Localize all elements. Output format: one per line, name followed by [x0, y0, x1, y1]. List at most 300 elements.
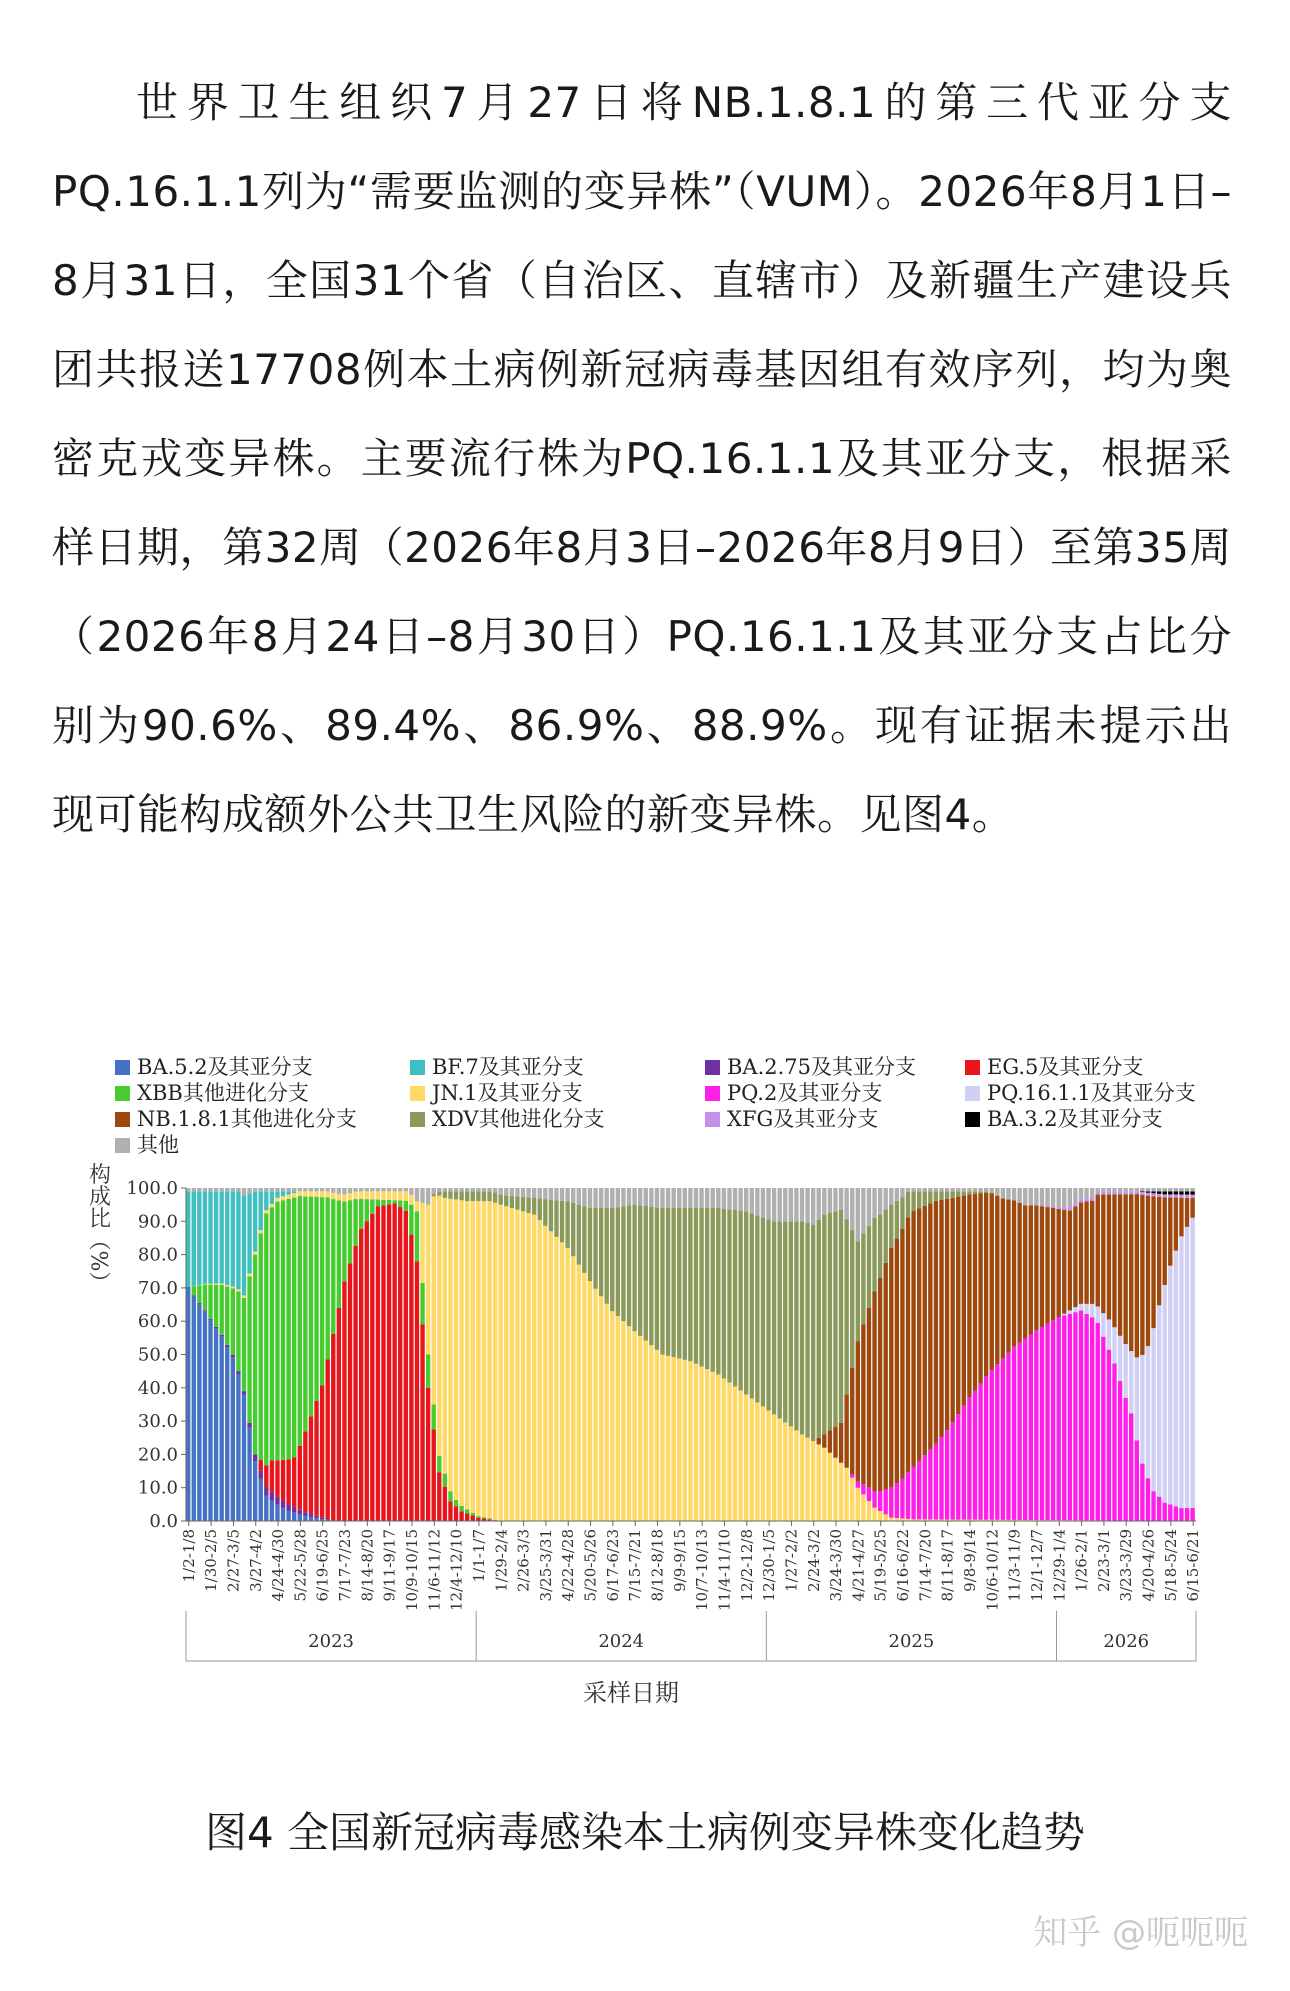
bar-segment-other: [738, 1188, 742, 1211]
bar-segment-nb181: [1168, 1198, 1172, 1266]
bar-segment-xdv: [978, 1191, 982, 1193]
legend-swatch-pq1611: [965, 1086, 980, 1101]
bar-segment-jn1: [348, 1193, 352, 1200]
bar-segment-pq2: [895, 1483, 899, 1518]
bar-segment-other: [225, 1188, 229, 1191]
bar-segment-pq1611: [1140, 1355, 1144, 1464]
bar-segment-other: [1146, 1188, 1150, 1191]
bar-segment-jn1: [432, 1196, 436, 1404]
bar-segment-other: [777, 1188, 781, 1221]
bar-segment-other: [705, 1188, 709, 1208]
week-bar: [750, 1188, 754, 1521]
bar-segment-pq2: [917, 1461, 921, 1519]
week-bar: [571, 1188, 575, 1521]
bar-segment-pq1611: [1068, 1310, 1072, 1313]
bar-segment-bf7: [286, 1191, 290, 1194]
bar-segment-jn1: [387, 1191, 391, 1200]
week-bar: [822, 1188, 826, 1521]
bar-segment-xbb: [270, 1207, 274, 1460]
bar-segment-eg5: [314, 1401, 318, 1516]
bar-segment-bf7: [214, 1191, 218, 1283]
week-bar: [1079, 1188, 1083, 1521]
week-bar: [1179, 1188, 1183, 1521]
bar-segment-jn1: [231, 1287, 235, 1289]
week-bar: [532, 1188, 536, 1521]
bar-segment-xdv: [711, 1208, 715, 1372]
bar-segment-other: [945, 1188, 949, 1191]
week-bar: [805, 1188, 809, 1521]
week-bar: [794, 1188, 798, 1521]
bar-segment-ba52: [247, 1428, 251, 1521]
bar-segment-xdv: [867, 1226, 871, 1308]
x-tick-label: 3/27-4/2: [246, 1529, 265, 1592]
bar-segment-nb181: [1012, 1200, 1016, 1347]
legend-swatch-xbb: [115, 1086, 130, 1101]
week-bar: [1190, 1188, 1194, 1521]
bar-segment-other: [208, 1188, 212, 1191]
week-bar: [331, 1188, 335, 1521]
bar-segment-jn1: [443, 1198, 447, 1474]
bar-segment-other: [331, 1188, 335, 1193]
bar-segment-nb181: [1151, 1196, 1155, 1328]
bar-segment-xdv: [515, 1196, 519, 1209]
bar-segment-ba275: [231, 1355, 235, 1357]
bar-segment-other: [1135, 1188, 1139, 1191]
bar-segment-xfg: [1040, 1205, 1044, 1206]
bar-segment-ba275: [309, 1514, 313, 1517]
bar-segment-other: [1096, 1188, 1100, 1191]
bar-segment-other: [621, 1188, 625, 1206]
bar-segment-other: [978, 1188, 982, 1191]
y-tick-label: 90.0: [137, 1211, 178, 1233]
bar-segment-xbb: [426, 1355, 430, 1388]
bar-segment-jn1: [370, 1191, 374, 1199]
bar-segment-xdv: [844, 1219, 848, 1394]
bar-segment-eg5: [264, 1465, 268, 1486]
bar-segment-other: [443, 1188, 447, 1191]
bar-segment-other: [861, 1188, 865, 1234]
bar-segment-xdv: [705, 1208, 709, 1369]
week-bar: [900, 1188, 904, 1521]
bar-segment-xbb: [398, 1200, 402, 1207]
bar-segment-pq2: [1051, 1320, 1055, 1520]
x-tick-label: 5/20-5/26: [581, 1529, 600, 1602]
x-tick-label: 1/29-2/4: [492, 1529, 511, 1592]
bar-segment-pq1611: [1163, 1285, 1167, 1503]
bar-segment-pq2: [1157, 1497, 1161, 1521]
bar-segment-ba275: [247, 1423, 251, 1428]
bar-segment-other: [833, 1188, 837, 1211]
bar-segment-other: [415, 1188, 419, 1201]
bar-segment-xdv: [638, 1205, 642, 1336]
bar-segment-nb181: [828, 1431, 832, 1453]
bar-segment-jn1: [303, 1191, 307, 1196]
bar-segment-nb181: [1034, 1205, 1038, 1330]
bar-segment-other: [1140, 1188, 1144, 1191]
week-bar: [995, 1188, 999, 1521]
bar-segment-jn1: [644, 1341, 648, 1521]
bar-segment-ba52: [242, 1394, 246, 1521]
bar-segment-other: [973, 1188, 977, 1191]
bar-segment-xfg: [1045, 1205, 1049, 1207]
bar-segment-ba52: [231, 1357, 235, 1521]
bar-segment-nb181: [995, 1196, 999, 1364]
bar-segment-xfg: [1112, 1191, 1116, 1194]
bar-segment-ba275: [264, 1486, 268, 1495]
week-bar: [1168, 1188, 1172, 1521]
x-tick-label: 10/6-10/12: [983, 1529, 1002, 1611]
bar-segment-nb181: [917, 1208, 921, 1461]
legend-label-ba52: BA.5.2及其亚分支: [137, 1055, 313, 1079]
bar-segment-pq2: [1185, 1508, 1189, 1521]
week-bar: [711, 1188, 715, 1521]
x-tick-label: 5/22-5/28: [291, 1529, 310, 1602]
bar-segment-other: [409, 1188, 413, 1195]
week-bar: [208, 1188, 212, 1521]
week-bar: [605, 1188, 609, 1521]
week-bar: [426, 1188, 430, 1521]
bar-segment-jn1: [649, 1345, 653, 1521]
bar-segment-eg5: [387, 1204, 391, 1521]
bar-segment-ba275: [298, 1510, 302, 1515]
bar-segment-ba275: [242, 1391, 246, 1394]
bar-segment-eg5: [270, 1460, 274, 1492]
y-tick-label: 50.0: [137, 1344, 178, 1366]
bar-segment-other: [1057, 1188, 1061, 1206]
bar-segment-pq2: [1029, 1334, 1033, 1520]
bar-segment-other: [1023, 1188, 1027, 1205]
bar-segment-xdv: [510, 1196, 514, 1208]
week-bar: [197, 1188, 201, 1521]
bar-segment-pq1611: [1190, 1218, 1194, 1508]
week-bar: [186, 1188, 190, 1521]
week-bar: [225, 1188, 229, 1521]
bar-segment-xbb: [259, 1233, 263, 1460]
bar-segment-nb181: [1068, 1211, 1072, 1311]
week-bar: [683, 1188, 687, 1521]
bar-segment-other: [1123, 1188, 1127, 1191]
bar-segment-jn1: [409, 1195, 413, 1205]
bar-segment-eg5: [309, 1416, 313, 1514]
bar-segment-bf7: [264, 1191, 268, 1210]
bar-segment-jn1: [794, 1430, 798, 1521]
week-bar: [660, 1188, 664, 1521]
week-bar: [465, 1188, 469, 1521]
bar-segment-ba32: [1157, 1191, 1161, 1194]
bar-segment-eg5: [292, 1457, 296, 1507]
x-tick-label: 12/2-12/8: [737, 1529, 756, 1602]
legend-item-ba52: [115, 1055, 313, 1079]
bar-segment-jn1: [565, 1248, 569, 1521]
bar-segment-pq2: [934, 1444, 938, 1520]
week-bar: [1006, 1188, 1010, 1521]
bar-segment-xfg: [1090, 1197, 1094, 1200]
bar-segment-xdv: [532, 1198, 536, 1215]
week-bar: [844, 1188, 848, 1521]
bar-segment-xbb: [337, 1200, 341, 1307]
bar-segment-nb181: [928, 1203, 932, 1449]
bar-segment-other: [1112, 1188, 1116, 1191]
x-tick-label: 9/9-9/15: [670, 1529, 689, 1592]
bar-segment-other: [677, 1188, 681, 1208]
bar-segment-ba52: [253, 1461, 257, 1521]
bar-segment-eg5: [353, 1246, 357, 1521]
bar-segment-nb181: [1062, 1210, 1066, 1314]
x-tick-label: 7/14-7/20: [916, 1529, 935, 1602]
bar-segment-nb181: [1185, 1198, 1189, 1227]
legend-label-jn1: JN.1及其亚分支: [432, 1081, 583, 1105]
bar-segment-other: [906, 1188, 910, 1192]
bar-segment-xdv: [649, 1207, 653, 1346]
bar-segment-other: [526, 1188, 530, 1197]
bar-segment-jn1: [660, 1355, 664, 1522]
bar-segment-pq2: [939, 1437, 943, 1520]
bar-segment-pq1611: [1062, 1314, 1066, 1316]
bar-segment-pq2: [984, 1377, 988, 1520]
bar-segment-ba52: [281, 1508, 285, 1521]
bar-segment-ba52: [298, 1515, 302, 1521]
bar-segment-xdv: [766, 1219, 770, 1410]
bar-segment-xdv: [811, 1225, 815, 1441]
bar-segment-xdv: [755, 1215, 759, 1402]
bar-segment-xdv: [571, 1203, 575, 1256]
bar-segment-other: [610, 1188, 614, 1208]
legend-swatch-xdv: [410, 1112, 425, 1127]
bar-segment-xfg: [1062, 1207, 1066, 1210]
bar-segment-xfg: [1146, 1193, 1150, 1196]
week-bar: [526, 1188, 530, 1521]
bar-segment-nb181: [1190, 1198, 1194, 1218]
bar-segment-eg5: [381, 1205, 385, 1521]
week-bar: [1129, 1188, 1133, 1521]
bar-segment-other: [800, 1188, 804, 1221]
bar-segment-other: [593, 1188, 597, 1208]
bar-segment-xfg: [1096, 1191, 1100, 1194]
week-bar: [777, 1188, 781, 1521]
bar-segment-ba52: [197, 1304, 201, 1521]
week-bar: [303, 1188, 307, 1521]
bar-segment-other: [783, 1188, 787, 1221]
week-bar: [1157, 1188, 1161, 1521]
week-bar: [203, 1188, 207, 1521]
legend-item-eg5: [965, 1055, 1143, 1079]
week-bar: [565, 1188, 569, 1521]
bar-segment-xfg: [1118, 1191, 1122, 1194]
week-bar: [192, 1188, 196, 1521]
bar-segment-jn1: [420, 1203, 424, 1283]
bar-segment-jn1: [454, 1199, 458, 1500]
week-bar: [370, 1188, 374, 1521]
bar-segment-jn1: [716, 1374, 720, 1521]
bar-segment-other: [1062, 1188, 1066, 1207]
bar-segment-pq2: [1006, 1353, 1010, 1520]
bar-segment-bf7: [203, 1191, 207, 1284]
bar-segment-jn1: [867, 1501, 871, 1521]
bar-segment-xfg: [1129, 1191, 1133, 1194]
bar-segment-xdv: [644, 1206, 648, 1341]
bar-segment-xbb: [264, 1213, 268, 1465]
bar-segment-ba52: [286, 1511, 290, 1521]
bar-segment-nb181: [1129, 1194, 1133, 1351]
bar-segment-nb181: [872, 1291, 876, 1491]
bar-segment-other: [828, 1188, 832, 1213]
bar-segment-jn1: [242, 1295, 246, 1297]
bar-segment-eg5: [443, 1487, 447, 1521]
bar-segment-other: [498, 1188, 502, 1195]
bar-segment-jn1: [203, 1284, 207, 1285]
bar-segment-ba275: [225, 1345, 229, 1347]
bar-segment-jn1: [772, 1414, 776, 1521]
bar-segment-bf7: [247, 1194, 251, 1274]
bar-segment-eg5: [459, 1511, 463, 1521]
legend-item-ba275: [705, 1055, 916, 1079]
week-bar: [934, 1188, 938, 1521]
week-bar: [850, 1188, 854, 1521]
bar-segment-ba275: [208, 1319, 212, 1320]
week-bar: [314, 1188, 318, 1521]
bar-segment-xdv: [839, 1210, 843, 1423]
week-bar: [956, 1188, 960, 1521]
y-tick-label: 60.0: [137, 1311, 178, 1333]
bar-segment-other: [365, 1188, 369, 1191]
bar-segment-other: [655, 1188, 659, 1207]
bar-segment-jn1: [811, 1441, 815, 1521]
week-bar: [270, 1188, 274, 1521]
week-bar: [766, 1188, 770, 1521]
week-bar: [917, 1188, 921, 1521]
bar-segment-jn1: [208, 1284, 212, 1285]
bar-segment-other: [292, 1188, 296, 1191]
bar-segment-xbb: [359, 1199, 363, 1229]
week-bar: [459, 1188, 463, 1521]
bar-segment-xdv: [833, 1211, 837, 1426]
bar-segment-other: [521, 1188, 525, 1197]
bar-segment-other: [270, 1188, 274, 1191]
bar-segment-jn1: [688, 1361, 692, 1521]
bar-segment-jn1: [727, 1382, 731, 1521]
week-bar: [833, 1188, 837, 1521]
bar-segment-eg5: [320, 1386, 324, 1518]
week-bar: [677, 1188, 681, 1521]
legend-item-pq1611: [965, 1081, 1196, 1105]
bar-segment-jn1: [259, 1230, 263, 1233]
x-tick-label: 9/8-9/14: [961, 1529, 979, 1592]
bar-segment-xbb: [348, 1200, 352, 1263]
bar-segment-jn1: [538, 1220, 542, 1521]
bar-segment-other: [264, 1188, 268, 1191]
bar-segment-other: [588, 1188, 592, 1208]
week-bar: [281, 1188, 285, 1521]
bar-segment-pq2: [1084, 1314, 1088, 1520]
bar-segment-xdv: [699, 1208, 703, 1367]
week-bar: [443, 1188, 447, 1521]
bar-segment-nb181: [1006, 1199, 1010, 1352]
bar-segment-xfg: [1068, 1207, 1072, 1210]
bar-segment-other: [967, 1188, 971, 1191]
bar-segment-other: [644, 1188, 648, 1206]
bar-segment-pq1611: [1179, 1236, 1183, 1508]
bar-segment-xbb: [487, 1519, 491, 1520]
x-tick-label: 6/19-6/25: [313, 1529, 332, 1602]
bar-segment-jn1: [493, 1203, 497, 1520]
bar-segment-xfg: [1051, 1206, 1055, 1208]
bar-segment-bf7: [225, 1191, 229, 1285]
bar-segment-other: [900, 1188, 904, 1197]
x-tick-label: 11/6-11/12: [425, 1529, 444, 1611]
bar-segment-other: [822, 1188, 826, 1215]
bar-segment-nb181: [945, 1199, 949, 1430]
bar-segment-other: [817, 1188, 821, 1220]
bar-segment-xdv: [632, 1205, 636, 1332]
bar-segment-jn1: [571, 1256, 575, 1521]
bar-segment-bf7: [292, 1191, 296, 1193]
bar-segment-jn1: [275, 1198, 279, 1202]
bar-segment-other: [984, 1188, 988, 1191]
week-bar: [1140, 1188, 1144, 1521]
week-bar: [761, 1188, 765, 1521]
legend-label-other: 其他: [137, 1133, 179, 1157]
bar-segment-other: [716, 1188, 720, 1208]
bar-segment-jn1: [593, 1289, 597, 1521]
week-bar: [298, 1188, 302, 1521]
bar-segment-pq1611: [1090, 1304, 1094, 1317]
bar-segment-other: [253, 1188, 257, 1192]
bar-segment-pq2: [1112, 1363, 1116, 1520]
bar-segment-xdv: [772, 1221, 776, 1414]
legend-swatch-ba275: [705, 1060, 720, 1075]
bar-segment-pq2: [1129, 1413, 1133, 1520]
bar-segment-xfg: [1079, 1199, 1083, 1202]
bar-segment-xbb: [286, 1199, 290, 1459]
week-bar: [817, 1188, 821, 1521]
bar-segment-xdv: [895, 1201, 899, 1238]
bar-segment-xdv: [582, 1206, 586, 1273]
week-bar: [867, 1188, 871, 1521]
week-bar: [1040, 1188, 1044, 1521]
bar-segment-other: [286, 1188, 290, 1191]
x-tick-label: 4/22-4/28: [559, 1529, 578, 1602]
bar-segment-xdv: [465, 1191, 469, 1201]
bar-segment-other: [326, 1188, 330, 1191]
bar-segment-xdv: [945, 1191, 949, 1198]
bar-segment-pq2: [967, 1397, 971, 1519]
bar-segment-ba32: [1163, 1191, 1167, 1194]
bar-segment-other: [465, 1188, 469, 1191]
chart-legend: [115, 1055, 1196, 1157]
bar-segment-nb181: [1112, 1194, 1116, 1327]
bar-segment-jn1: [342, 1195, 346, 1202]
bar-segment-pq2: [1151, 1491, 1155, 1521]
week-bar: [404, 1188, 408, 1521]
x-tick-label: 9/11-9/17: [380, 1529, 399, 1602]
bar-segment-other: [236, 1188, 240, 1191]
week-bar: [727, 1188, 731, 1521]
bar-segment-xfg: [1174, 1194, 1178, 1197]
bar-segment-xdv: [828, 1213, 832, 1431]
bar-segment-bf7: [253, 1192, 257, 1252]
bar-segment-xdv: [789, 1221, 793, 1426]
bar-segment-nb181: [1090, 1201, 1094, 1304]
bar-segment-pq2: [950, 1422, 954, 1519]
bar-segment-xdv: [526, 1197, 530, 1213]
bar-segment-other: [878, 1188, 882, 1215]
week-bar: [376, 1188, 380, 1521]
bar-segment-pq2: [1073, 1312, 1077, 1520]
bar-segment-xdv: [738, 1211, 742, 1391]
week-bar: [493, 1188, 497, 1521]
bar-segment-other: [632, 1188, 636, 1205]
week-bar: [1012, 1188, 1016, 1521]
